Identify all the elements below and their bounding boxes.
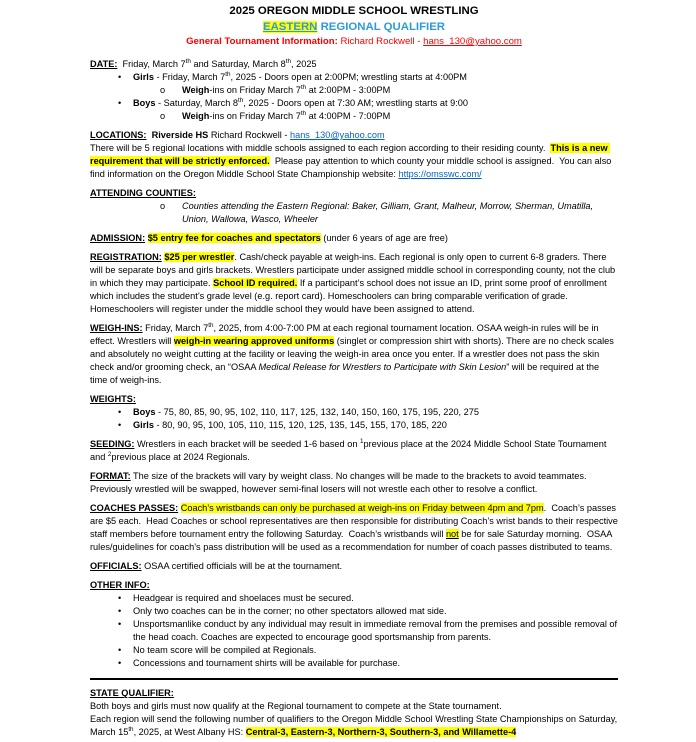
state-qualifier-section — [90, 687, 618, 739]
registration-body — [90, 251, 618, 316]
state-qualifier-body — [90, 713, 618, 739]
weighins-label: WEIGH-INS: — [90, 323, 143, 333]
girls-label: Girls — [133, 420, 154, 430]
admission-line — [90, 232, 618, 245]
boys-schedule-bullet — [90, 97, 618, 110]
other-info-bullet — [90, 657, 618, 670]
boys-date: - Saturday, March 8 — [155, 98, 239, 108]
body-text: Please pay attention to which county your middle school is assigned. You can also find information on the Oregon Middle School State Championship website: — [90, 156, 614, 179]
ordinal-suffix: th — [300, 83, 307, 91]
format-body — [90, 470, 618, 496]
other-info-bullet — [90, 618, 618, 644]
weigh-label: Weigh — [182, 85, 210, 95]
date-label: DATE: — [90, 59, 118, 69]
girls-schedule-text — [133, 71, 618, 84]
weights-heading — [90, 393, 618, 406]
girls-weights-text — [133, 419, 618, 432]
tournament-info-label: General Tournament Information: — [186, 36, 338, 47]
date-text: and Saturday, March 8 — [190, 59, 286, 69]
officials-section — [90, 560, 618, 573]
boys-schedule-text — [133, 97, 618, 110]
date-section — [90, 58, 618, 123]
state-qualifier-line1: Both boys and girls must now qualify at the Regional tournament to compete at the State tournament. — [90, 701, 502, 711]
admission-label: ADMISSION: — [90, 233, 146, 243]
body-text: If a participant’s school does not issue an ID, print some proof of enrollment which includes the student’s grade level (e.g. report card). Homeschoolers can bring comparable verification of grade. Homeschoolers will register under the middle school they would have been assigned to attend. — [90, 278, 610, 314]
contact-email-link[interactable]: hans_130@yahoo.com — [423, 36, 522, 47]
counties-bullet — [90, 200, 618, 226]
bullet-disc-icon: • — [118, 645, 122, 655]
bullet-disc-icon: • — [118, 420, 122, 430]
state-qualifier-label: STATE QUALIFIER: — [90, 688, 174, 698]
coaches-passes-body — [90, 502, 621, 554]
girls-schedule-bullet — [90, 71, 618, 84]
body-text: Wrestlers in each bracket will be seeded 1-6 based on — [134, 439, 360, 449]
body-text: ” will be required at the time of weigh-ins. — [90, 362, 602, 385]
document-subtitle — [90, 19, 618, 35]
body-text: . Cash/check payable at weigh-ins. Each regional is only open to current 6-8 graders. There will be separate boys and girls brackets. Wrestlers participate under assigned middle school in corresponding county, not the club in which they may participate. — [90, 252, 618, 288]
bullet-disc-icon: • — [118, 658, 122, 668]
bullet-circle-icon: o — [160, 111, 166, 121]
championship-website-link[interactable]: https://omsswc.com/ — [398, 169, 482, 179]
boys-weighin-text — [182, 110, 618, 123]
qualifier-counts-highlight: Central-3, Eastern-3, Northern-3, Southern-3, and Willamette-4 — [245, 727, 517, 737]
other-info-label: OTHER INFO: — [90, 580, 150, 590]
boys-weight-classes: - 75, 80, 85, 90, 95, 102, 110, 117, 125, 132, 140, 150, 160, 175, 195, 220, 275 — [155, 407, 479, 417]
body-text: Friday, March 7 — [142, 323, 209, 333]
venue-email-link[interactable]: hans_130@yahoo.com — [289, 130, 385, 140]
registration-section — [90, 251, 618, 316]
girls-times: , 2025 - Doors open at 2:00PM; wrestling starts at 4:00PM — [230, 72, 467, 82]
coaches-passes-label: COACHES PASSES: — [90, 503, 179, 513]
weighins-body — [90, 322, 618, 387]
girls-weighin-text — [182, 84, 618, 97]
locations-label: LOCATIONS: — [90, 130, 147, 140]
ordinal-suffix: th — [128, 725, 134, 733]
medical-release-title: Medical Release for Wrestlers to Participate with Skin Lesion — [258, 362, 507, 372]
highlighted-requirement: This is a new requirement that will be strictly enforced. — [90, 143, 611, 166]
venue-name: Riverside HS — [151, 130, 209, 140]
boys-weighin-bullet — [90, 110, 618, 123]
state-qualifier-heading — [90, 687, 618, 700]
body-text: (under 6 years of age are free) — [320, 233, 448, 243]
seeding-body — [90, 438, 618, 464]
other-info-bullet — [90, 644, 618, 657]
counties-list: Counties attending the Eastern Regional: Baker, Gilliam, Grant, Malheur, Morrow, Sherman, Umatilla, Union, Wallowa, Wasco, Wheeler — [182, 201, 596, 224]
format-label: FORMAT: — [90, 471, 131, 481]
wristbands-highlight: Coach’s wristbands can only be purchased at weigh-ins on Friday between 4pm and 7pm — [180, 503, 544, 513]
body-text: OSAA certified officials will be at the tournament. — [141, 561, 343, 571]
admission-fee-highlight: $5 entry fee for coaches and spectators — [147, 233, 321, 243]
ordinal-suffix: th — [185, 57, 191, 65]
seeding-label: SEEDING: — [90, 439, 135, 449]
body-text: (singlet or compression shirt with shorts). There are no check scales and absolutely no weight cutting at the facility or leaving the weigh-in area once you enter. If a wrestler does not pass the skin check and/or grooming check, an “OSAA — [90, 336, 617, 372]
boys-weights-text — [133, 406, 618, 419]
bullet-disc-icon: • — [118, 606, 122, 616]
ordinal-suffix: th — [285, 57, 291, 65]
other-info-item: Only two coaches can be in the corner; no other spectators allowed mat side. — [133, 606, 447, 616]
registration-label: REGISTRATION: — [90, 252, 162, 262]
body-text: The size of the brackets will vary by weight class. No changes will be made to the brackets to avoid teammates. Previously wrestled will be swapped, however semi-final losers will not wrestle each other to resolve a conflict. — [90, 471, 590, 494]
attending-counties-section — [90, 187, 618, 226]
girls-weight-classes: - 80, 90, 95, 100, 105, 110, 115, 120, 125, 135, 145, 155, 170, 185, 220 — [153, 420, 447, 430]
attending-counties-heading — [90, 187, 618, 200]
girls-weights-bullet — [90, 419, 618, 432]
document-title: 2025 OREGON MIDDLE SCHOOL WRESTLING — [229, 5, 479, 17]
tournament-info-line — [90, 35, 618, 49]
weighins-section — [90, 322, 618, 387]
ordinal-suffix: th — [208, 321, 214, 329]
weigh-date: -ins on Friday March 7 — [209, 111, 301, 121]
locations-venue-line — [90, 129, 618, 142]
locations-section — [90, 129, 618, 181]
weigh-times: at 2:00PM - 3:00PM — [306, 85, 391, 95]
other-info-item: Concessions and tournament shirts will be available for purchase. — [133, 658, 401, 668]
bullet-circle-icon: o — [160, 85, 166, 95]
weights-label: WEIGHTS: — [90, 394, 136, 404]
not-highlight: not — [445, 529, 459, 539]
bullet-circle-icon: o — [160, 201, 166, 211]
boys-label: Boys — [133, 407, 156, 417]
ordinal-suffix: th — [225, 70, 231, 78]
girls-date: - Friday, March 7 — [153, 72, 226, 82]
bullet-disc-icon: • — [118, 72, 122, 82]
weigh-date: -ins on Friday March 7 — [209, 85, 301, 95]
date-text: Friday, March 7 — [122, 59, 186, 69]
bullet-disc-icon: • — [118, 407, 122, 417]
girls-weighin-bullet — [90, 84, 618, 97]
date-line — [90, 58, 618, 71]
body-text: Each region will send the following number of qualifiers to the Oregon Middle School Wrestling State Championships on Saturday, March 15 — [90, 714, 620, 737]
other-info-bullet — [90, 592, 618, 605]
ordinal-suffix: th — [300, 109, 307, 117]
boys-label: Boys — [133, 98, 156, 108]
registration-fee-highlight: $25 per wrestler — [164, 252, 235, 262]
bullet-disc-icon: • — [118, 98, 122, 108]
attending-counties-label: ATTENDING COUNTIES: — [90, 188, 196, 198]
other-info-bullet — [90, 605, 618, 618]
weigh-label: Weigh — [182, 111, 210, 121]
bullet-disc-icon: • — [118, 619, 122, 629]
other-info-item: No team score will be compiled at Regionals. — [133, 645, 317, 655]
coaches-passes-section — [90, 502, 621, 554]
footnote-2: 2 — [107, 450, 112, 458]
officials-line — [90, 560, 618, 573]
other-info-item: Unsportsmanlike conduct by any individual may result in immediate removal from the premises and possible removal of the head coach. Coaches are expected to encourage good sportsmanship from parents. — [133, 619, 620, 642]
footnote-1: 1 — [359, 437, 364, 445]
body-text: , 2025, at West Albany HS: — [133, 727, 246, 737]
officials-label: OFFICIALS: — [90, 561, 142, 571]
body-text: previous place at 2024 Regionals. — [111, 452, 250, 462]
boys-weights-bullet — [90, 406, 618, 419]
tournament-contact-name: Richard Rockwell - — [337, 36, 424, 47]
body-text: There will be 5 regional locations with middle schools assigned to each region according to their residing county. — [90, 143, 551, 153]
admission-section — [90, 232, 618, 245]
ordinal-suffix: th — [238, 96, 244, 104]
divider-rule — [90, 678, 618, 680]
locations-body — [90, 142, 618, 181]
other-info-heading — [90, 579, 618, 592]
other-info-item: Headgear is required and shoelaces must be secured. — [133, 593, 354, 603]
date-text: , 2025 — [291, 59, 317, 69]
weights-section — [90, 393, 618, 432]
seeding-section — [90, 438, 618, 464]
other-info-section — [90, 579, 618, 670]
bullet-disc-icon: • — [118, 593, 122, 603]
region-name-highlight: EASTERN — [262, 21, 318, 33]
body-text: be for sale Saturday morning. OSAA rules/guidelines for coach’s pass distribution will be used as a recommendation for number of coach passes distributed to teams. — [90, 529, 615, 552]
girls-label: Girls — [133, 72, 154, 82]
boys-times: , 2025 - Doors open at 7:30 AM; wrestling starts at 9:00 — [243, 98, 468, 108]
format-section — [90, 470, 618, 496]
body-text: previous place at the 2024 Middle School State Tournament and — [90, 439, 610, 462]
school-id-highlight: School ID required. — [213, 278, 298, 288]
body-text: , 2025, from 4:00-7:00 PM at each regional tournament location. OSAA weigh-in rules will be in effect. Wrestlers will — [90, 323, 602, 346]
venue-contact: Richard Rockwell - — [208, 130, 290, 140]
body-text: . Coach’s passes are $5 each. Head Coaches or school representatives are then responsible for distributing Coach’s wrist bands to their respective staff members before tournament entry the following Saturday. Coach’s wristbands will — [90, 503, 621, 539]
qualifier-text: REGIONAL QUALIFIER — [317, 21, 446, 33]
weigh-times: at 4:00PM - 7:00PM — [306, 111, 391, 121]
uniform-highlight: weigh-in wearing approved uniforms — [173, 336, 335, 346]
